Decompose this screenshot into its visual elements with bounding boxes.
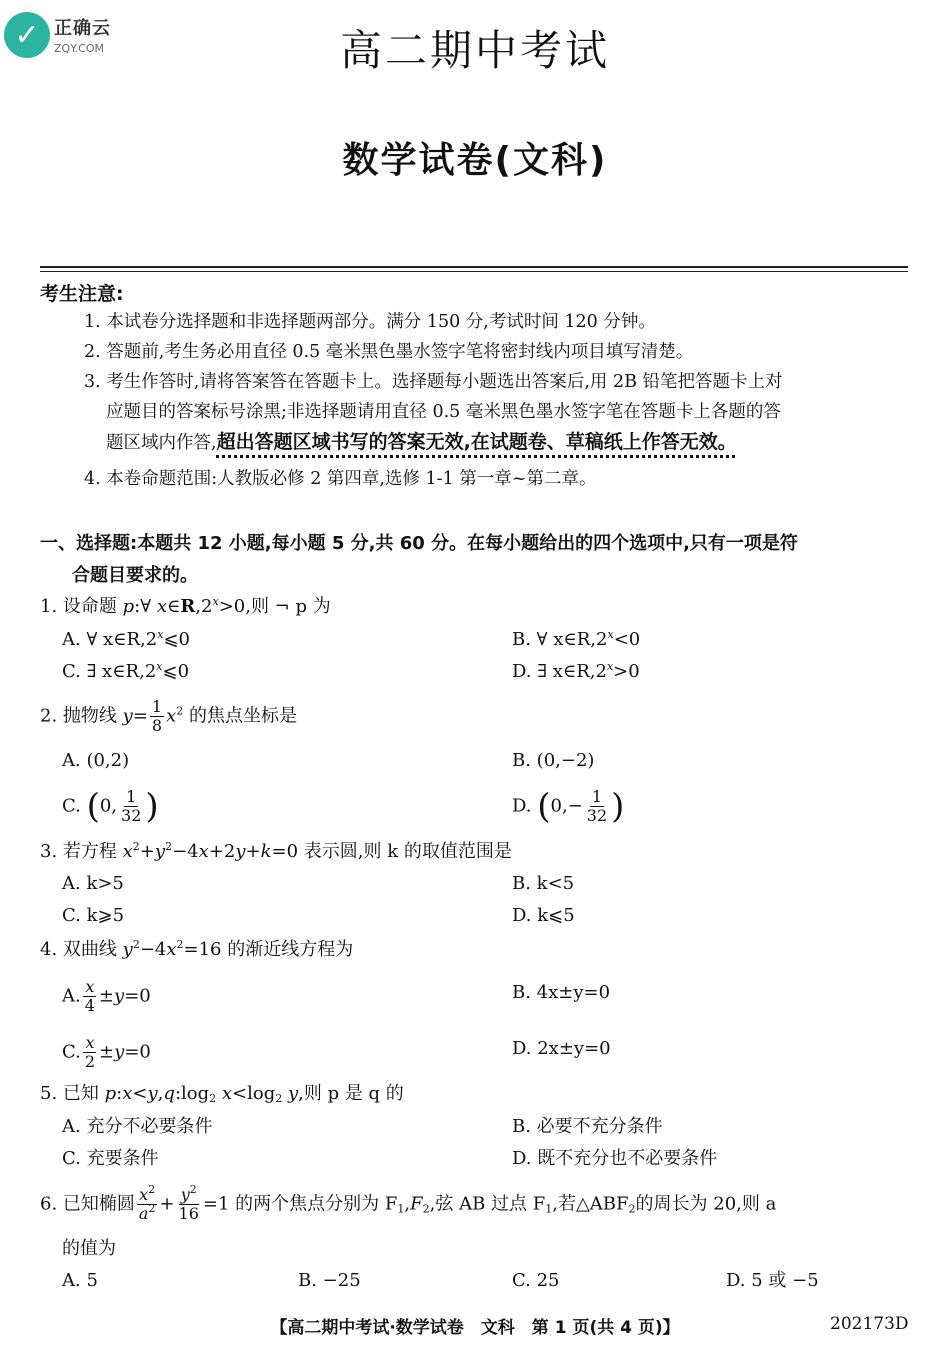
q5-stem: 5. 已知 — [40, 1083, 99, 1104]
q1-tail: 则 ¬ p 为 — [250, 596, 331, 617]
q6-stem: 6. 已知椭圆 — [40, 1193, 135, 1215]
q3-option-d: D. k⩽5 — [512, 905, 575, 926]
q1-option-b: B. ∀ $x\in R,2^x<0$ — [512, 628, 641, 650]
q2-option-b: B. (0,−2) — [512, 750, 595, 771]
notice-item-2: 2. 答题前,考生务必用直径 0.5 毫米黑色墨水签字笔将密封线内项目填写清楚。 — [84, 342, 694, 362]
q1-stem: 1. 设命题 — [40, 596, 117, 617]
notice-item-3-text: 题区域内作答, — [106, 433, 217, 453]
q4-option-b: B. 4x±y=0 — [512, 982, 611, 1003]
q6-option-b: B. −25 — [298, 1270, 361, 1291]
q3-tail: 表示圆,则 k 的取值范围是 — [303, 841, 512, 862]
section-heading — [40, 528, 912, 592]
section-heading-line-1: 一、选择题:本题共 12 小题,每小题 5 分,共 60 分。在每小题给出的四个选项中,只有一项是符 — [40, 533, 798, 554]
checkmark-icon: ✓ — [4, 12, 50, 58]
divider-thin — [40, 271, 908, 272]
logo-name: 正确云 — [54, 18, 111, 39]
q2-tail: 的焦点坐标是 — [188, 705, 297, 727]
question-3: 3. 若方程 $x^2+y^2-4x+2y+k=0$ 表示圆,则 k 的取值范围是 — [40, 840, 512, 862]
q2-option-a: A. (0,2) — [62, 750, 130, 771]
notice-emphasis: 超出答题区域书写的答案无效,在试题卷、草稿纸上作答无效。 — [216, 431, 737, 453]
q3-option-a: A. k>5 — [62, 873, 124, 894]
question-1: 1. 设命题 p:∀ $x\in R,2^x>0$,则 ¬ p 为 — [40, 595, 331, 617]
question-2: 2. 抛物线 y= $\frac{1}{8}$ $x^2$ 的焦点坐标是 — [40, 697, 297, 735]
question-4: 4. 双曲线 $y^2-4x^2=16$ 的渐近线方程为 — [40, 938, 354, 960]
q2-option-c: C. (0, $\frac{1}{32}$ ) — [62, 786, 159, 827]
notice-item-3-line-1: 3. 考生作答时,请将答案答在答题卡上。选择题每小题选出答案后,用 2B 铅笔把答题卡上对 — [84, 372, 783, 392]
q1-option-c: C. ∃ x∈R,2$^x$⩽0 — [62, 660, 190, 682]
q4-tail: 的渐近线方程为 — [227, 939, 354, 960]
subject-title: 数学试卷(文科) — [342, 140, 608, 181]
section-heading-line-2: 合题目要求的。 — [72, 565, 198, 586]
divider-thick — [40, 266, 908, 268]
q3-option-c: C. k⩾5 — [62, 905, 125, 926]
q6-option-c: C. 25 — [512, 1270, 560, 1291]
q1-option-d: D. ∃ $x\in R,2^x>0$ — [512, 660, 640, 682]
notice-item-3-line-2: 应题目的答案标号涂黑;非选择题请用直径 0.5 毫米黑色墨水签字笔在答题卡上各题的答 — [106, 402, 781, 422]
q5-option-d: D. 既不充分也不必要条件 — [512, 1148, 718, 1169]
q5-tail: 则 p 是 q 的 — [303, 1083, 404, 1104]
q5-option-b: B. 必要不充分条件 — [512, 1116, 663, 1137]
q1-option-a: A. ∀ x∈R,2$^x$⩽0 — [62, 628, 190, 650]
q3-option-b: B. k<5 — [512, 873, 575, 894]
notice-item-4: 4. 本卷命题范围:人教版必修 2 第四章,选修 1-1 第一章~第二章。 — [84, 469, 597, 489]
question-6: 6. 已知椭圆 $\frac{x^2}{a^2}$ + $\frac{y^2}{16}$ =1 的两个焦点分别为 $F_1,F_2$,弦 AB 过点 $F_1$,若$\triangle ABF_2$的周长为 20,则 a — [40, 1183, 777, 1223]
q4-option-c: C. $\frac{x}{2}$ ±y=0 — [62, 1033, 151, 1071]
question-5: 5. 已知 $p:x<y,q:\log_2$ $x<\log_2$ y,则 p 是 q 的 — [40, 1083, 404, 1105]
notice-title: 考生注意: — [40, 283, 124, 305]
q2-stem: 2. 抛物线 — [40, 705, 117, 727]
q3-stem: 3. 若方程 — [40, 841, 117, 862]
q4-option-a: A. $\frac{x}{4}$ ±y=0 — [62, 977, 151, 1015]
q2-option-d: D. (0,− $\frac{1}{32}$ ) — [512, 786, 625, 827]
q5-option-a: A. 充分不必要条件 — [62, 1116, 213, 1137]
q6-option-a: A. 5 — [62, 1270, 98, 1291]
notice-item-1: 1. 本试卷分选择题和非选择题两部分。满分 150 分,考试时间 120 分钟。 — [84, 312, 656, 332]
q4-option-d: D. 2x±y=0 — [512, 1038, 611, 1059]
q5-option-c: C. 充要条件 — [62, 1148, 159, 1169]
exam-title: 高二期中考试 — [339, 26, 610, 75]
notice-item-3-line-3 — [106, 427, 737, 458]
logo-site: ZQY.COM — [54, 42, 105, 55]
q6-line-2: 的值为 — [62, 1238, 116, 1259]
page-footer: 【高二期中考试·数学试卷 文科 第 1 页(共 4 页)】 — [270, 1318, 680, 1338]
paper-code: 202173D — [830, 1314, 909, 1334]
q6-option-d: D. 5 或 −5 — [726, 1270, 819, 1291]
q4-stem: 4. 双曲线 — [40, 939, 117, 960]
